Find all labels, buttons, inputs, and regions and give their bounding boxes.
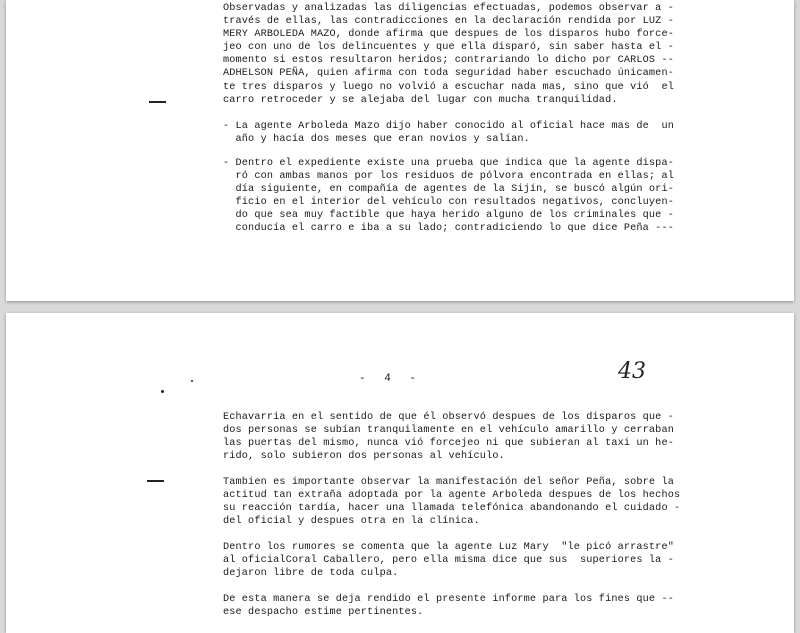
text-line: año y hacía dos meses que eran novios y salían. (223, 134, 530, 146)
text-line: actitud tan extraña adoptada por la agente Arboleda despues de los hechos (223, 490, 681, 502)
paragraph-rumors (223, 541, 674, 580)
text-line: dos personas se subían tranquilamente en el vehículo amarillo y cerraban (223, 425, 674, 437)
paragraph-pena-statement (223, 476, 680, 528)
text-line: carro retroceder y se alejaba del lugar con mucha tranquilidad. (223, 94, 618, 106)
document-page-2 (6, 313, 794, 633)
text-line: las puertas del mismo, nunca vió forcejeo ni que subieran al taxi un he- (223, 438, 674, 450)
text-line: conducía el carro e iba a su lado; contradiciendo lo que dice Peña --- (223, 223, 674, 235)
text-line: ficio en el interior del vehículo con resultados negativos, concluyen- (223, 197, 674, 209)
bullet-evidence (223, 157, 674, 236)
text-line: del oficial y despues otra en la clínica. (223, 516, 480, 528)
text-line: te tres disparos y luego no volvió a escuchar nada mas, sino que vió el (223, 81, 674, 93)
text-line: MERY ARBOLEDA MAZO, donde afirma que despues de los disparos hubo force- (223, 29, 674, 41)
page-number: - 4 - (359, 373, 423, 385)
text-line: ADHELSON PEÑA, quien afirma con toda seguridad haber escuchado únicamen- (223, 68, 674, 80)
text-line: su reacción tardía, hacer una llamada telefónica abandonando el cuidado - (223, 503, 681, 515)
handwritten-page-number: 43 (618, 359, 646, 384)
text-line: Tambien es importante observar la manifestación del señor Peña, sobre la (223, 477, 674, 488)
paragraph-observations (223, 2, 674, 107)
text-line: momento si estos resultaron heridos; contrariando lo dicho por CARLOS -- (223, 55, 674, 67)
text-line: dejaron libre de toda culpa. (223, 568, 399, 580)
text-line: ró con ambas manos por los residuos de pólvora encontrada en ellas; al (223, 171, 674, 183)
text-line: rido, solo subieron dos personas al vehículo. (223, 451, 505, 463)
text-line: al oficialCoral Caballero, pero ella misma dice que sus superiores la - (223, 555, 674, 567)
text-line: - Dentro el expediente existe una prueba que indica que la agente dispa- (223, 158, 674, 169)
text-line: Echavarria en el sentido de que él observó despues de los disparos que - (223, 412, 674, 423)
text-line: Observadas y analizadas las diligencias efectuadas, podemos observar a - (223, 3, 674, 14)
text-line: do que sea muy factible que haya herido alguno de los criminales que - (223, 210, 674, 222)
document-page-1 (6, 0, 794, 301)
text-line: Dentro los rumores se comenta que la agente Luz Mary "le picó arrastre" (223, 542, 674, 553)
margin-mark (147, 480, 164, 482)
paragraph-closing (223, 593, 674, 619)
text-line: - La agente Arboleda Mazo dijo haber conocido al oficial hace mas de un (223, 121, 674, 132)
margin-dot (161, 390, 164, 393)
margin-dot (191, 380, 193, 382)
margin-mark (149, 101, 166, 103)
text-line: De esta manera se deja rendido el presente informe para los fines que -- (223, 594, 674, 605)
text-line: ese despacho estime pertinentes. (223, 607, 424, 619)
text-line: jeo con uno de los delincuentes y que ella disparó, sin saber hasta el - (223, 42, 674, 54)
bullet-relationship (223, 120, 674, 146)
text-line: través de ellas, las contradicciones en la declaración rendida por LUZ - (223, 16, 674, 28)
text-line: día siguiente, en compañía de agentes de la Sijín, se buscó algún ori- (223, 184, 674, 196)
paragraph-echavarria (223, 411, 674, 463)
